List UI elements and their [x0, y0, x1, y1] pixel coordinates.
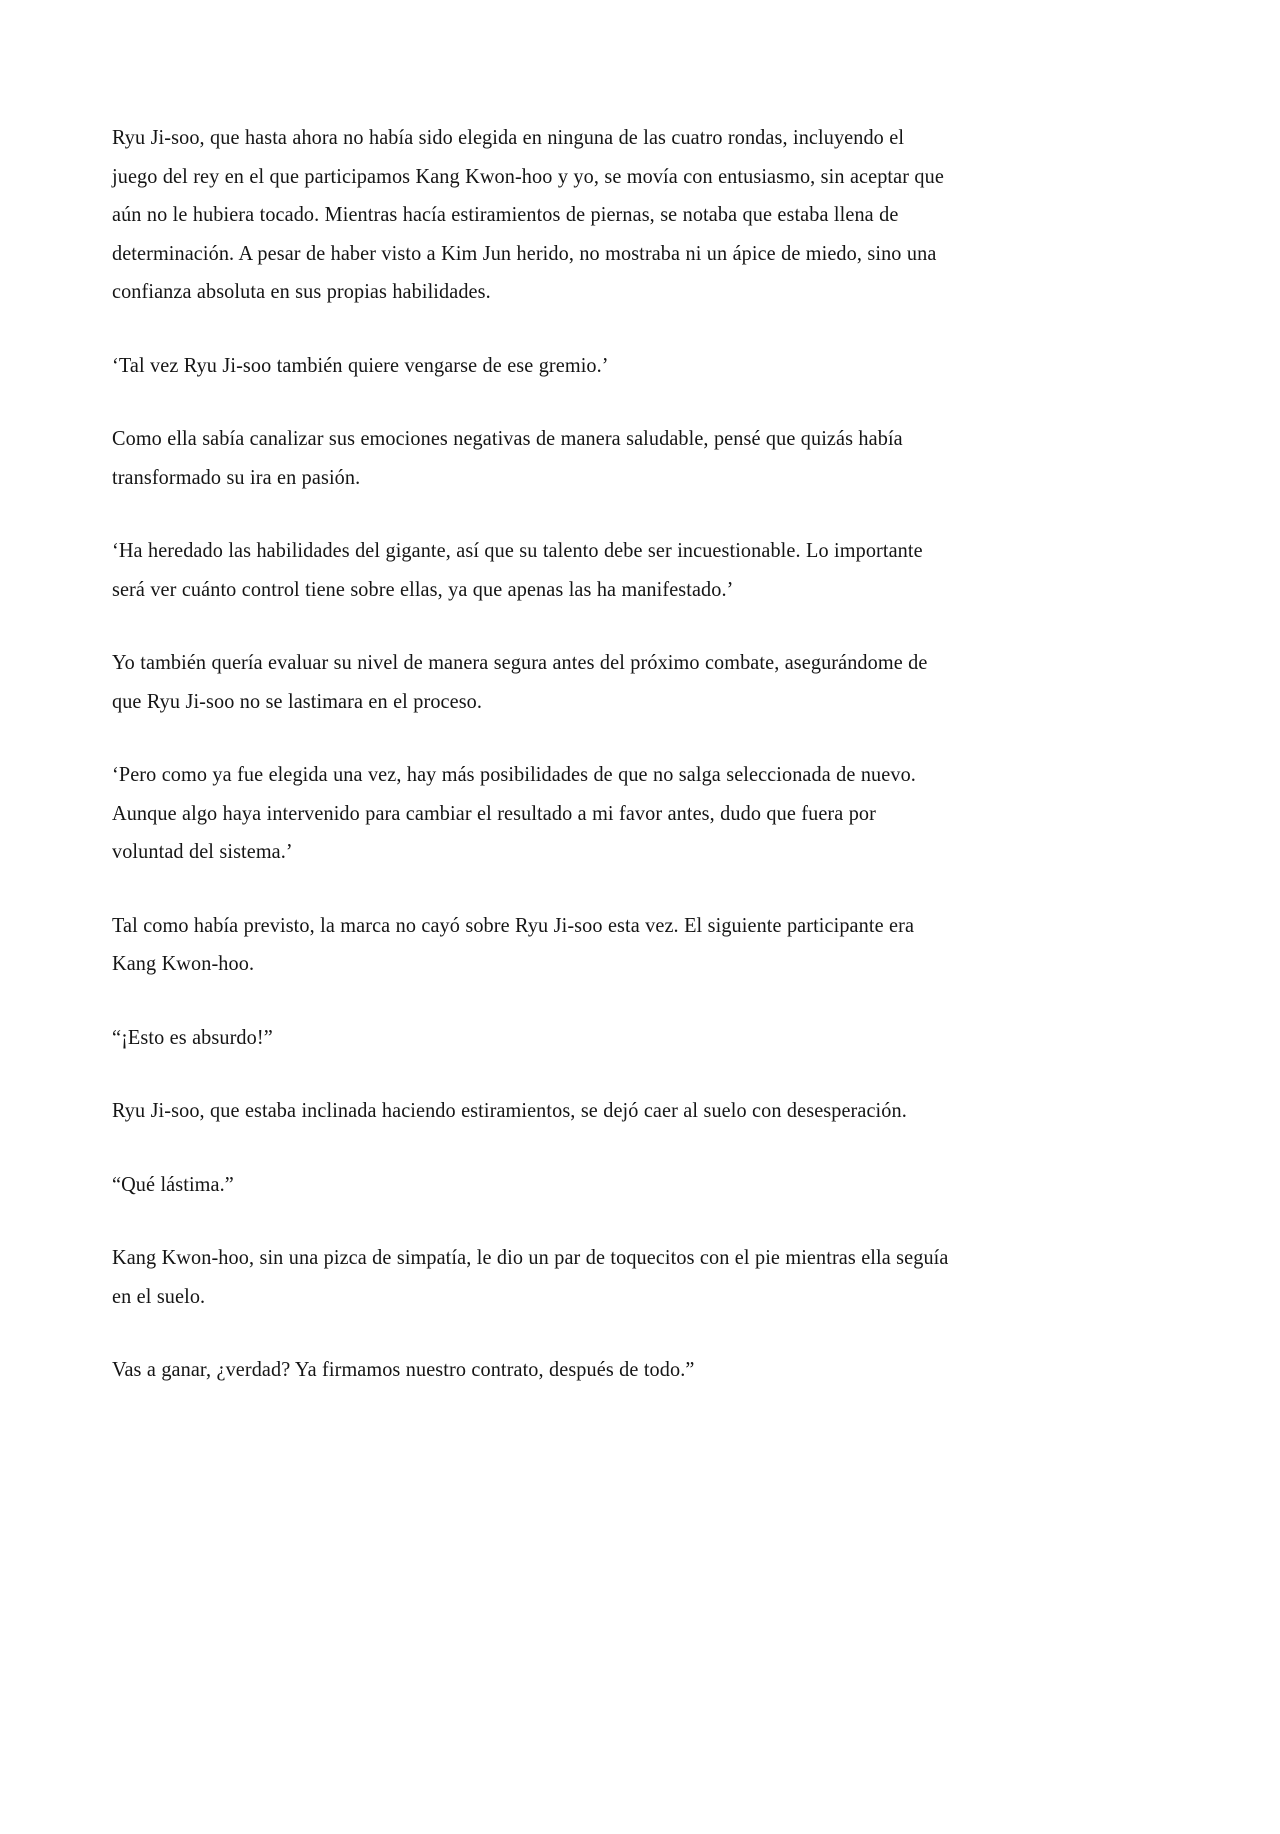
paragraph: ‘Tal vez Ryu Ji-soo también quiere vengarse de ese gremio.’ — [112, 352, 609, 377]
paragraph: Tal como había previsto, la marca no cayó sobre Ryu Ji-soo esta vez. El siguiente participante era Kang Kwon-hoo. — [112, 912, 915, 975]
paragraph: Yo también quería evaluar su nivel de manera segura antes del próximo combate, asegurándome de que Ryu Ji-soo no se lastimara en el proceso. — [112, 650, 928, 713]
paragraph: ‘Ha heredado las habilidades del gigante, así que su talento debe ser incuestionable. Lo importante será ver cuánto control tiene sobre ellas, ya que apenas las ha manifestado.’ — [112, 538, 923, 601]
paragraph: Vas a ganar, ¿verdad? Ya firmamos nuestro contrato, después de todo.” — [112, 1357, 695, 1381]
paragraph: Kang Kwon-hoo, sin una pizca de simpatía, le dio un par de toquecitos con el pie mientras ella seguía en el suelo. — [112, 1245, 949, 1308]
paragraph: Ryu Ji-soo, que estaba inclinada haciendo estiramientos, se dejó caer al suelo con desesperación. — [112, 1098, 907, 1122]
paragraph: Como ella sabía canalizar sus emociones negativas de manera saludable, pensé que quizás había transformado su ira en pasión. — [112, 426, 903, 489]
paragraph: “¡Esto es absurdo!” — [112, 1024, 273, 1049]
paragraph: Ryu Ji-soo, que hasta ahora no había sido elegida en ninguna de las cuatro rondas, incluyendo el juego del rey en el que participamos Kang Kwon-hoo y yo, se movía con entusiasmo, sin aceptar que aún no le hubiera tocado. Mientras hacía estiramientos de piernas, se notaba que estaba llena de determinación. A pesar de haber visto a Kim Jun herido, no mostraba ni un ápice de miedo, sino una confianza absoluta en sus propias habilidades. — [112, 125, 944, 303]
document-body — [112, 118, 992, 1389]
paragraph: “Qué lástima.” — [112, 1171, 234, 1196]
paragraph: ‘Pero como ya fue elegida una vez, hay más posibilidades de que no salga seleccionada de nuevo. Aunque algo haya intervenido para cambiar el resultado a mi favor antes, dudo que fuera por voluntad del sistema.’ — [112, 762, 916, 863]
